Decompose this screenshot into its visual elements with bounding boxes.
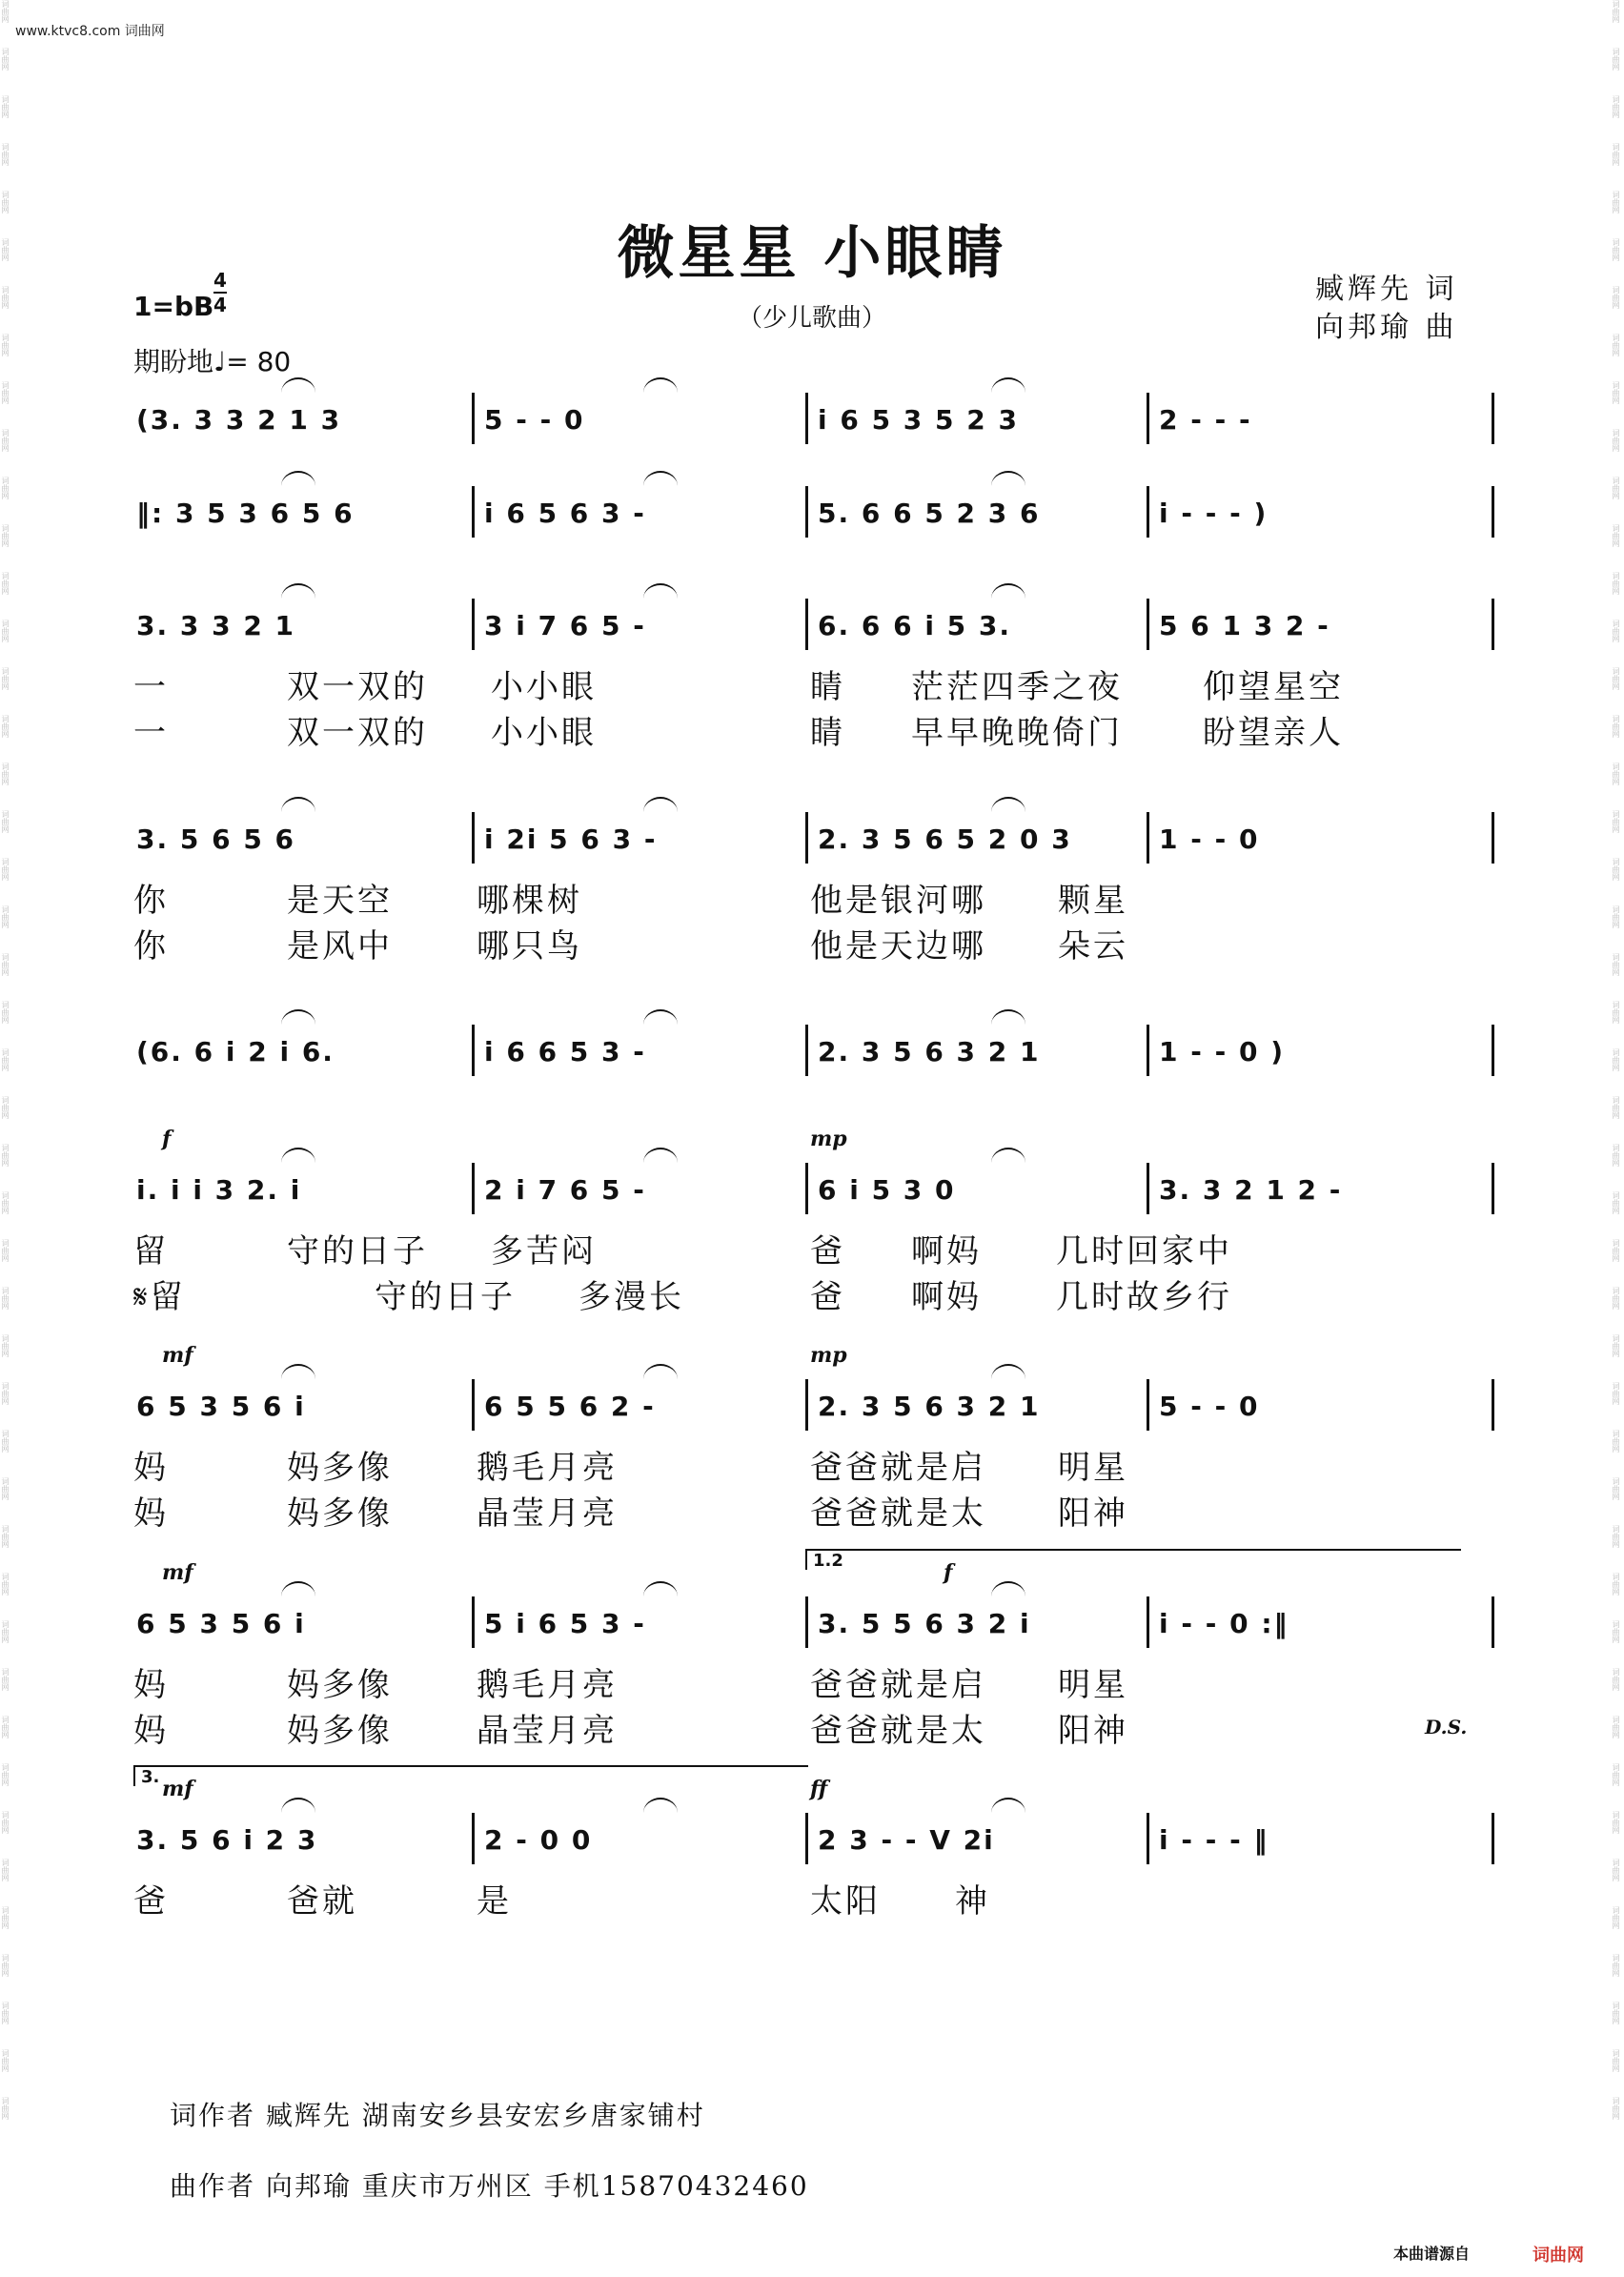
side-watermark-text: 词曲网: [1612, 48, 1620, 71]
measure-notes: 6 5 3 5 6 i: [136, 1608, 306, 1639]
side-watermark-text: 词曲网: [1, 95, 10, 118]
lyric-segment: 小小眼: [491, 714, 597, 752]
barline: [472, 812, 475, 864]
measure-notes: 2. 3 5 6 3 2 1: [818, 1391, 1041, 1422]
measure-notes: 5 - - 0: [484, 404, 585, 436]
slur: [643, 797, 678, 812]
side-watermark-text: 词曲网: [1612, 191, 1620, 213]
tempo-marking: 期盼地♩= 80: [133, 346, 292, 377]
side-watermark-text: 词曲网: [1, 1334, 10, 1357]
side-watermark-text: 词曲网: [1, 286, 10, 309]
lyric-segment: 是: [477, 1882, 512, 1921]
side-watermark-text: 词曲网: [1612, 1334, 1620, 1357]
side-watermark-text: 词曲网: [1, 1954, 10, 1977]
side-watermark-text: 词曲网: [1, 0, 10, 23]
slur: [281, 1364, 315, 1379]
lyric-segment: 晶莹月亮: [477, 1494, 618, 1533]
lyric-segment: 双一双的: [287, 714, 428, 752]
lyric-segment: 妈多像: [287, 1712, 393, 1750]
lyric-segment: 几时回家中: [1056, 1232, 1232, 1271]
dynamic-marking: mp: [810, 1343, 847, 1368]
slur: [281, 377, 315, 393]
lyric-segment: 啊妈: [911, 1232, 982, 1271]
volta-bracket: 3.: [133, 1765, 808, 1786]
side-watermark-text: 词曲网: [1, 48, 10, 71]
side-watermark-text: 词曲网: [1612, 2002, 1620, 2024]
side-watermark-text: 词曲网: [1, 1096, 10, 1119]
side-watermark-text: 词曲网: [1, 429, 10, 452]
side-watermark-text: 词曲网: [1, 524, 10, 547]
barline: [472, 1025, 475, 1076]
slur: [991, 1581, 1025, 1596]
lyric-segment: 茫茫四季之夜: [911, 668, 1123, 706]
side-watermark-text: 词曲网: [1612, 1144, 1620, 1167]
barline: [1147, 599, 1149, 650]
side-watermark-text: 词曲网: [1, 334, 10, 356]
measure-notes: 5 - - 0: [1159, 1391, 1260, 1422]
side-watermark-text: 词曲网: [1612, 715, 1620, 738]
barline: [805, 1163, 808, 1214]
slur: [643, 1364, 678, 1379]
barline: [1147, 1163, 1149, 1214]
side-watermark-text: 词曲网: [1, 477, 10, 499]
side-watermark-text: 词曲网: [1612, 1668, 1620, 1691]
side-watermark-text: 词曲网: [1, 1239, 10, 1262]
lyric-segment: 𝄋留: [133, 1278, 186, 1316]
barline: [1492, 1813, 1494, 1864]
side-watermark-text: 词曲网: [1612, 477, 1620, 499]
composer-credit: 向邦瑜 曲: [1315, 311, 1458, 344]
measure-notes: 2 - - -: [1159, 404, 1252, 436]
side-watermark-text: 词曲网: [1612, 1001, 1620, 1024]
barline: [805, 1025, 808, 1076]
slur: [281, 583, 315, 599]
side-watermark-text: 词曲网: [1, 1477, 10, 1500]
slur: [643, 1581, 678, 1596]
measure-notes: 5. 6 6 5 2 3 6: [818, 498, 1041, 529]
side-watermark-text: 词曲网: [1612, 1048, 1620, 1071]
side-watermark-text: 词曲网: [1612, 1620, 1620, 1643]
side-watermark-text: 词曲网: [1, 1668, 10, 1691]
side-watermark-text: 词曲网: [1, 1144, 10, 1167]
barline: [1147, 486, 1149, 538]
source-note: 本曲谱源自: [1393, 2245, 1471, 2263]
barline: [1147, 812, 1149, 864]
lyric-segment: 爸: [810, 1232, 845, 1271]
side-watermark-text: 词曲网: [1612, 810, 1620, 833]
lyric-segment: 爸爸就是启: [810, 1666, 986, 1704]
side-watermark-text: 词曲网: [1, 620, 10, 642]
measure-notes: 6 5 3 5 6 i: [136, 1391, 306, 1422]
measure-notes: 1 - - 0: [1159, 823, 1260, 855]
side-watermark-text: 词曲网: [1, 810, 10, 833]
dynamic-marking: f: [162, 1127, 172, 1151]
lyric-segment: 妈多像: [287, 1666, 393, 1704]
lyric-segment: 鹅毛月亮: [477, 1666, 618, 1704]
lyric-segment: 明星: [1058, 1449, 1128, 1487]
lyric-segment: 爸爸就是太: [810, 1494, 986, 1533]
volta-bracket: 1.2: [805, 1549, 1461, 1570]
barline: [805, 393, 808, 444]
side-watermark-text: 词曲网: [1612, 1477, 1620, 1500]
side-watermark-text: 词曲网: [1, 2097, 10, 2120]
measure-notes: 2 3 - - V 2i: [818, 1824, 995, 1856]
side-watermark-text: 词曲网: [1, 1811, 10, 1834]
lyric-segment: 仰望星空: [1203, 668, 1344, 706]
lyric-segment: 你: [133, 927, 169, 966]
side-watermark-text: 词曲网: [1, 858, 10, 881]
barline: [1492, 393, 1494, 444]
side-watermark-text: 词曲网: [1, 905, 10, 928]
side-watermark-text: 词曲网: [1612, 286, 1620, 309]
side-watermark-text: 词曲网: [1, 715, 10, 738]
slur: [991, 583, 1025, 599]
barline: [1147, 1596, 1149, 1648]
barline: [1492, 1163, 1494, 1214]
side-watermark-text: 词曲网: [1612, 953, 1620, 976]
side-watermark-text: 词曲网: [1, 1573, 10, 1596]
barline: [1492, 1025, 1494, 1076]
lyric-segment: 颗星: [1058, 882, 1128, 920]
side-watermark-text: 词曲网: [1612, 1954, 1620, 1977]
side-watermark-text: 词曲网: [1612, 334, 1620, 356]
barline: [1492, 599, 1494, 650]
lyric-segment: 妈: [133, 1449, 169, 1487]
barline: [805, 1379, 808, 1431]
measure-notes: 3. 3 2 1 2 -: [1159, 1174, 1343, 1206]
barline: [1492, 812, 1494, 864]
side-watermark-text: 词曲网: [1612, 381, 1620, 404]
measure-notes: 3. 3 3 2 1: [136, 610, 296, 641]
side-watermark-text: 词曲网: [1612, 1525, 1620, 1548]
footer-brand: 词曲网: [1533, 2246, 1584, 2266]
lyric-segment: 神: [955, 1882, 990, 1921]
measure-notes: 3 i 7 6 5 -: [484, 610, 646, 641]
side-watermark-text: 词曲网: [1612, 238, 1620, 261]
slur: [643, 1148, 678, 1163]
barline: [472, 1596, 475, 1648]
lyric-segment: 是天空: [287, 882, 393, 920]
lyric-segment: 你: [133, 882, 169, 920]
slur: [991, 1148, 1025, 1163]
slur: [991, 1364, 1025, 1379]
side-watermark-text: 词曲网: [1, 1763, 10, 1786]
barline: [805, 599, 808, 650]
lyric-segment: 是风中: [287, 927, 393, 966]
lyric-segment: 一: [133, 714, 169, 752]
measure-notes: 6 i 5 3 0: [818, 1174, 956, 1206]
side-watermark-text: 词曲网: [1612, 2049, 1620, 2072]
dynamic-marking: f: [944, 1560, 953, 1585]
barline: [805, 1596, 808, 1648]
side-watermark-text: 词曲网: [1612, 429, 1620, 452]
barline: [472, 393, 475, 444]
measure-notes: 6 5 5 6 2 -: [484, 1391, 656, 1422]
side-watermark-text: 词曲网: [1, 143, 10, 166]
lyric-segment: 妈: [133, 1712, 169, 1750]
measure-notes: 5 i 6 5 3 -: [484, 1608, 646, 1639]
side-watermark-text: 词曲网: [1612, 1811, 1620, 1834]
barline: [1492, 486, 1494, 538]
side-watermark-text: 词曲网: [1, 1001, 10, 1024]
side-watermark-text: 词曲网: [1, 2002, 10, 2024]
measure-notes: 2. 3 5 6 3 2 1: [818, 1036, 1041, 1067]
side-watermark-text: 词曲网: [1612, 572, 1620, 595]
measure-notes: i 6 5 6 3 -: [484, 498, 646, 529]
side-watermark-text: 词曲网: [1, 1906, 10, 1929]
lyricist-info: 词作者 臧辉先 湖南安乡县安宏乡唐家铺村: [170, 2100, 705, 2131]
lyric-segment: 他是天边哪: [810, 927, 986, 966]
side-watermark-text: 词曲网: [1612, 1573, 1620, 1596]
dynamic-marking: mf: [162, 1343, 193, 1368]
side-watermark-text: 词曲网: [1, 1430, 10, 1453]
measure-notes: ‖: 3 5 3 6 5 6: [136, 498, 355, 529]
page-title: 微星星 小眼睛: [617, 220, 1007, 287]
slur: [991, 797, 1025, 812]
slur: [991, 1798, 1025, 1813]
time-signature: [213, 269, 227, 316]
side-watermark-text: 词曲网: [1612, 620, 1620, 642]
side-watermark-text: 词曲网: [1612, 1287, 1620, 1310]
composer-info: 曲作者 向邦瑜 重庆市万州区 手机15870432460: [170, 2170, 809, 2202]
ds-mark: D.S.: [1425, 1716, 1468, 1738]
side-watermark-text: 词曲网: [1612, 0, 1620, 23]
lyric-segment: 留: [133, 1232, 169, 1271]
lyric-segment: 哪只鸟: [477, 927, 582, 966]
dynamic-marking: mf: [162, 1560, 193, 1585]
slur: [281, 1581, 315, 1596]
side-watermark-text: 词曲网: [1612, 95, 1620, 118]
side-watermark-text: 词曲网: [1612, 762, 1620, 785]
lyric-segment: 一: [133, 668, 169, 706]
lyric-segment: 明星: [1058, 1666, 1128, 1704]
measure-notes: i - - 0 :‖: [1159, 1608, 1289, 1639]
key-signature: 1=bB: [133, 291, 214, 322]
side-watermark-text: 词曲网: [1612, 905, 1620, 928]
slur: [281, 797, 315, 812]
side-watermark-text: 词曲网: [1612, 1382, 1620, 1405]
lyricist-credit: 臧辉先 词: [1315, 273, 1458, 306]
side-watermark-text: 词曲网: [1612, 1859, 1620, 1881]
side-watermark-text: 词曲网: [1, 1191, 10, 1214]
side-watermark-text: 词曲网: [1, 1859, 10, 1881]
left-watermark-strip: [0, 0, 13, 2277]
slur: [643, 1009, 678, 1025]
measure-notes: 2 i 7 6 5 -: [484, 1174, 646, 1206]
measure-notes: i - - - ‖: [1159, 1824, 1269, 1856]
site-url: www.ktvc8.com 词曲网: [15, 24, 165, 39]
lyric-segment: 他是银河哪: [810, 882, 986, 920]
lyric-segment: 妈多像: [287, 1449, 393, 1487]
lyric-segment: 多漫长: [579, 1278, 684, 1316]
side-watermark-text: 词曲网: [1612, 1096, 1620, 1119]
side-watermark-text: 词曲网: [1612, 1906, 1620, 1929]
side-watermark-text: 词曲网: [1, 1287, 10, 1310]
side-watermark-text: 词曲网: [1, 762, 10, 785]
barline: [1147, 1379, 1149, 1431]
slur: [643, 377, 678, 393]
lyric-segment: 朵云: [1058, 927, 1128, 966]
measure-notes: 1 - - 0 ): [1159, 1036, 1285, 1067]
lyric-segment: 几时故乡行: [1056, 1278, 1232, 1316]
right-watermark-strip: [1611, 0, 1624, 2277]
barline: [472, 1813, 475, 1864]
side-watermark-text: 词曲网: [1, 953, 10, 976]
measure-notes: 5 6 1 3 2 -: [1159, 610, 1330, 641]
side-watermark-text: 词曲网: [1612, 1430, 1620, 1453]
slur: [991, 1009, 1025, 1025]
lyric-segment: 爸就: [287, 1882, 357, 1921]
lyric-segment: 双一双的: [287, 668, 428, 706]
lyric-segment: 睛: [810, 714, 845, 752]
measure-notes: 2. 3 5 6 5 2 0 3: [818, 823, 1072, 855]
lyric-segment: 守的日子: [375, 1278, 516, 1316]
side-watermark-text: 词曲网: [1, 1525, 10, 1548]
barline: [805, 1813, 808, 1864]
side-watermark-text: 词曲网: [1, 1048, 10, 1071]
slur: [281, 1148, 315, 1163]
side-watermark-text: 词曲网: [1612, 858, 1620, 881]
side-watermark-text: 词曲网: [1, 1382, 10, 1405]
barline: [472, 1379, 475, 1431]
side-watermark-text: 词曲网: [1612, 143, 1620, 166]
side-watermark-text: 词曲网: [1612, 667, 1620, 690]
barline: [1147, 393, 1149, 444]
lyric-segment: 早早晚晚倚门: [911, 714, 1123, 752]
barline: [1492, 1596, 1494, 1648]
side-watermark-text: 词曲网: [1612, 524, 1620, 547]
measure-notes: 3. 5 6 5 6: [136, 823, 296, 855]
lyric-segment: 爸: [133, 1882, 169, 1921]
barline: [1492, 1379, 1494, 1431]
slur: [991, 377, 1025, 393]
subtitle: （少儿歌曲）: [737, 304, 886, 333]
meter-bottom: 4: [213, 294, 227, 316]
barline: [472, 599, 475, 650]
dynamic-marking: mp: [810, 1127, 847, 1151]
side-watermark-text: 词曲网: [1, 572, 10, 595]
measure-notes: i - - - ): [1159, 498, 1269, 529]
side-watermark-text: 词曲网: [1612, 2097, 1620, 2120]
measure-notes: 2 - 0 0: [484, 1824, 593, 1856]
lyric-segment: 爸: [810, 1278, 845, 1316]
measure-notes: (6. 6 i 2 i 6.: [136, 1036, 335, 1067]
slur: [281, 471, 315, 486]
measure-notes: i 6 5 3 5 2 3: [818, 404, 1019, 436]
lyric-segment: 鹅毛月亮: [477, 1449, 618, 1487]
side-watermark-text: 词曲网: [1, 1716, 10, 1738]
barline: [1147, 1813, 1149, 1864]
side-watermark-text: 词曲网: [1612, 1191, 1620, 1214]
lyric-segment: 爸爸就是启: [810, 1449, 986, 1487]
lyric-segment: 小小眼: [491, 668, 597, 706]
lyric-segment: 多苦闷: [491, 1232, 597, 1271]
lyric-segment: 晶莹月亮: [477, 1712, 618, 1750]
lyric-segment: 哪棵树: [477, 882, 582, 920]
lyric-segment: 盼望亲人: [1203, 714, 1344, 752]
side-watermark-text: 词曲网: [1, 381, 10, 404]
slur: [281, 1009, 315, 1025]
slur: [991, 471, 1025, 486]
measure-notes: 6. 6 6 i 5 3.: [818, 610, 1012, 641]
side-watermark-text: 词曲网: [1, 238, 10, 261]
barline: [1147, 1025, 1149, 1076]
lyric-segment: 妈: [133, 1494, 169, 1533]
lyric-segment: 妈多像: [287, 1494, 393, 1533]
lyric-segment: 太阳: [810, 1882, 881, 1921]
side-watermark-text: 词曲网: [1, 1620, 10, 1643]
lyric-segment: 阳神: [1058, 1712, 1128, 1750]
lyric-segment: 守的日子: [287, 1232, 428, 1271]
slur: [643, 1798, 678, 1813]
measure-notes: i 2i 5 6 3 -: [484, 823, 658, 855]
measure-notes: 3. 5 5 6 3 2 i: [818, 1608, 1031, 1639]
side-watermark-text: 词曲网: [1612, 1239, 1620, 1262]
barline: [472, 486, 475, 538]
lyric-segment: 妈: [133, 1666, 169, 1704]
lyric-segment: 爸爸就是太: [810, 1712, 986, 1750]
lyric-segment: 啊妈: [911, 1278, 982, 1316]
dynamic-marking: mf: [162, 1777, 193, 1801]
meter-top: 4: [213, 269, 227, 292]
lyric-segment: 阳神: [1058, 1494, 1128, 1533]
measure-notes: i. i i 3 2. i: [136, 1174, 302, 1206]
side-watermark-text: 词曲网: [1, 2049, 10, 2072]
barline: [805, 486, 808, 538]
measure-notes: (3. 3 3 2 1 3: [136, 404, 342, 436]
barline: [472, 1163, 475, 1214]
slur: [643, 583, 678, 599]
side-watermark-text: 词曲网: [1612, 1716, 1620, 1738]
measure-notes: 3. 5 6 i 2 3: [136, 1824, 318, 1856]
slur: [643, 471, 678, 486]
lyric-segment: 睛: [810, 668, 845, 706]
slur: [281, 1798, 315, 1813]
dynamic-marking: ff: [810, 1777, 828, 1801]
side-watermark-text: 词曲网: [1612, 1763, 1620, 1786]
side-watermark-text: 词曲网: [1, 191, 10, 213]
side-watermark-text: 词曲网: [1, 667, 10, 690]
barline: [805, 812, 808, 864]
measure-notes: i 6 6 5 3 -: [484, 1036, 646, 1067]
